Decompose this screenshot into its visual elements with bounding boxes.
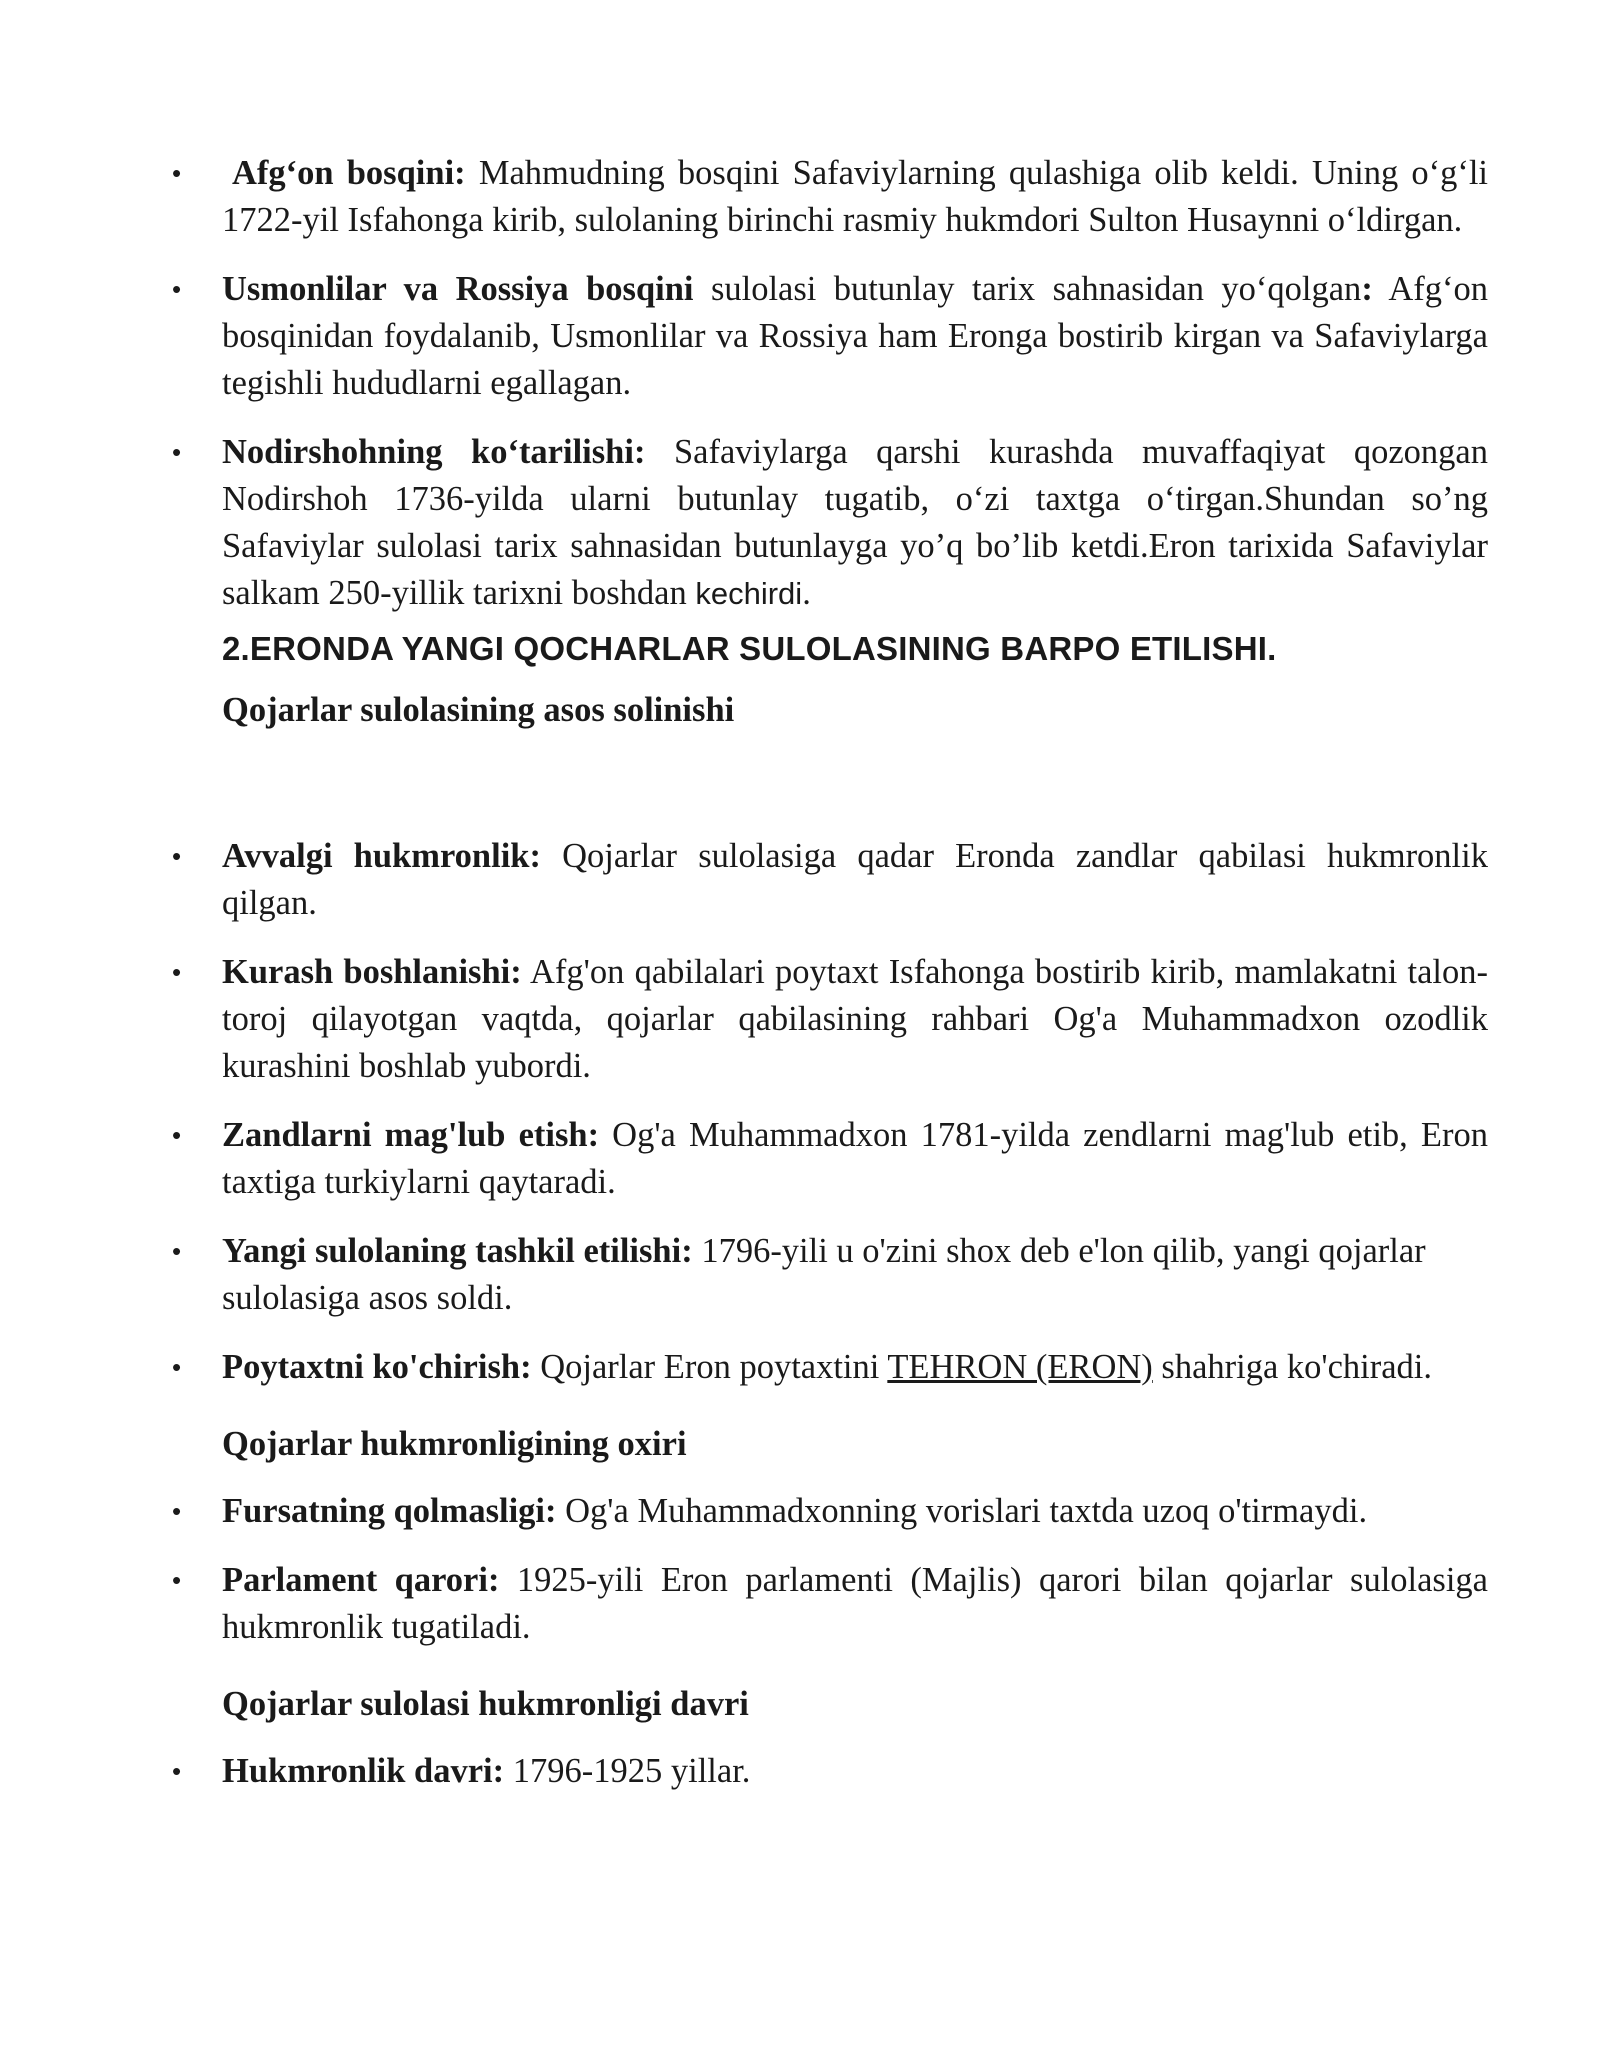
item-label: Parlament qarori:: [222, 1561, 500, 1599]
item-label: Fursatning qolmasligi:: [222, 1492, 557, 1530]
list-item: [172, 1557, 1488, 1651]
bullet-icon: •: [172, 1756, 182, 1786]
item-text: Safaviylarga qarshi kurashda muvaffaqiyat qozongan Nodirshoh 1736-yilda ularni butunlay tugatib, o‘zi taxtga o‘tirgan.Shundan so’ng Safaviylar sulolasi tarix sahnasidan butunlayga yo’q bo’lib ketdi.Eron tarixida Safaviylar salkam 250-yillik tarixni boshdan: [222, 433, 1488, 612]
bullet-icon: •: [172, 1120, 182, 1150]
bullet-icon: •: [172, 274, 182, 304]
item-text-sans: kechirdi: [695, 576, 803, 611]
list-item: [172, 833, 1488, 927]
item-text: 1796-1925 yillar.: [504, 1752, 751, 1790]
section-heading: 2.ERONDA YANGI QOCHARLAR SULOLASINING BARPO ETILISHI.: [222, 630, 1277, 667]
item-label-colon: :: [1361, 270, 1373, 308]
item-text: shahriga ko'chiradi.: [1152, 1348, 1433, 1386]
item-text: Og'a Muhammadxon 1781-yilda zendlarni mag'lub etib, Eron taxtiga turkiylarni qaytaradi.: [222, 1116, 1488, 1201]
item-text: 1925-yili Eron parlamenti (Majlis) qarori bilan qojarlar sulolasiga hukmronlik tugatiladi.: [222, 1561, 1488, 1646]
list-item: [172, 1748, 1488, 1795]
subheading: Qojarlar hukmronligining oxiri: [222, 1425, 687, 1463]
item-text: Og'a Muhammadxonning vorislari taxtda uzoq o'tirmaydi.: [556, 1492, 1368, 1530]
item-text: 1796-yili u o'zini shox deb e'lon qilib, yangi qojarlar sulolasiga asos soldi.: [222, 1232, 1426, 1317]
document-body: [172, 150, 1489, 1795]
item-label: Poytaxtni ko'chirish:: [222, 1348, 532, 1386]
bullet-icon: •: [172, 437, 182, 467]
bullet-icon: •: [172, 1352, 182, 1382]
subheading: Qojarlar sulolasi hukmronligi davri: [222, 1685, 749, 1723]
item-label: Afg‘on bosqini:: [232, 154, 466, 192]
item-label: Hukmronlik davri:: [222, 1752, 505, 1790]
item-label: Yangi sulolaning tashkil etilishi:: [222, 1232, 693, 1270]
subheading: Qojarlar sulolasining asos solinishi: [222, 691, 735, 729]
list-item: [172, 429, 1488, 617]
item-label: Zandlarni mag'lub etish:: [222, 1116, 600, 1154]
list-item: [172, 266, 1488, 407]
tehron-link[interactable]: TEHRON (ERON): [887, 1348, 1153, 1386]
bullet-icon: •: [172, 957, 182, 987]
item-text-end: .: [802, 574, 811, 612]
list-item: [172, 1488, 1488, 1535]
list-item: [172, 1344, 1488, 1391]
item-text: Afg'on qabilalari poytaxt Isfahonga bostirib kirib, mamlakatni talon-toroj qilayotgan vaqtda, qojarlar qabilasining rahbari Og'a Muhammadxon ozodlik kurashini boshlab yubordi.: [222, 953, 1488, 1085]
bullet-icon: •: [172, 1496, 182, 1526]
item-text: Mahmudning bosqini Safaviylarning qulashiga olib keldi. Uning o‘g‘li 1722-yil Isfahonga kirib, sulolaning birinchi rasmiy hukmdori Sulton Husaynni o‘ldirgan.: [222, 154, 1489, 239]
item-text: sulolasi butunlay tarix sahnasidan yo‘qolgan: [693, 270, 1362, 308]
item-text: Qojarlar sulolasiga qadar Eronda zandlar qabilasi hukmronlik qilgan.: [222, 837, 1488, 922]
item-label: Kurash boshlanishi:: [222, 953, 522, 991]
bullet-icon: •: [172, 841, 182, 871]
item-text: Afg‘on bosqinidan foydalanib, Usmonlilar va Rossiya ham Eronga bostirib kirgan va Safaviylarga tegishli hududlarni egallagan.: [222, 270, 1488, 402]
list-item: [172, 949, 1488, 1090]
bullet-icon: •: [172, 158, 182, 188]
list-item: [172, 150, 1489, 244]
list-item: [172, 1112, 1488, 1206]
item-label: Nodirshohning ko‘tarilishi:: [222, 433, 646, 471]
bullet-icon: •: [172, 1236, 182, 1266]
item-text: Qojarlar Eron poytaxtini: [531, 1348, 888, 1386]
item-label: Avvalgi hukmronlik:: [222, 837, 541, 875]
list-item: [172, 1228, 1488, 1322]
bullet-icon: •: [172, 1565, 182, 1595]
item-label: Usmonlilar va Rossiya bosqini: [222, 270, 694, 308]
